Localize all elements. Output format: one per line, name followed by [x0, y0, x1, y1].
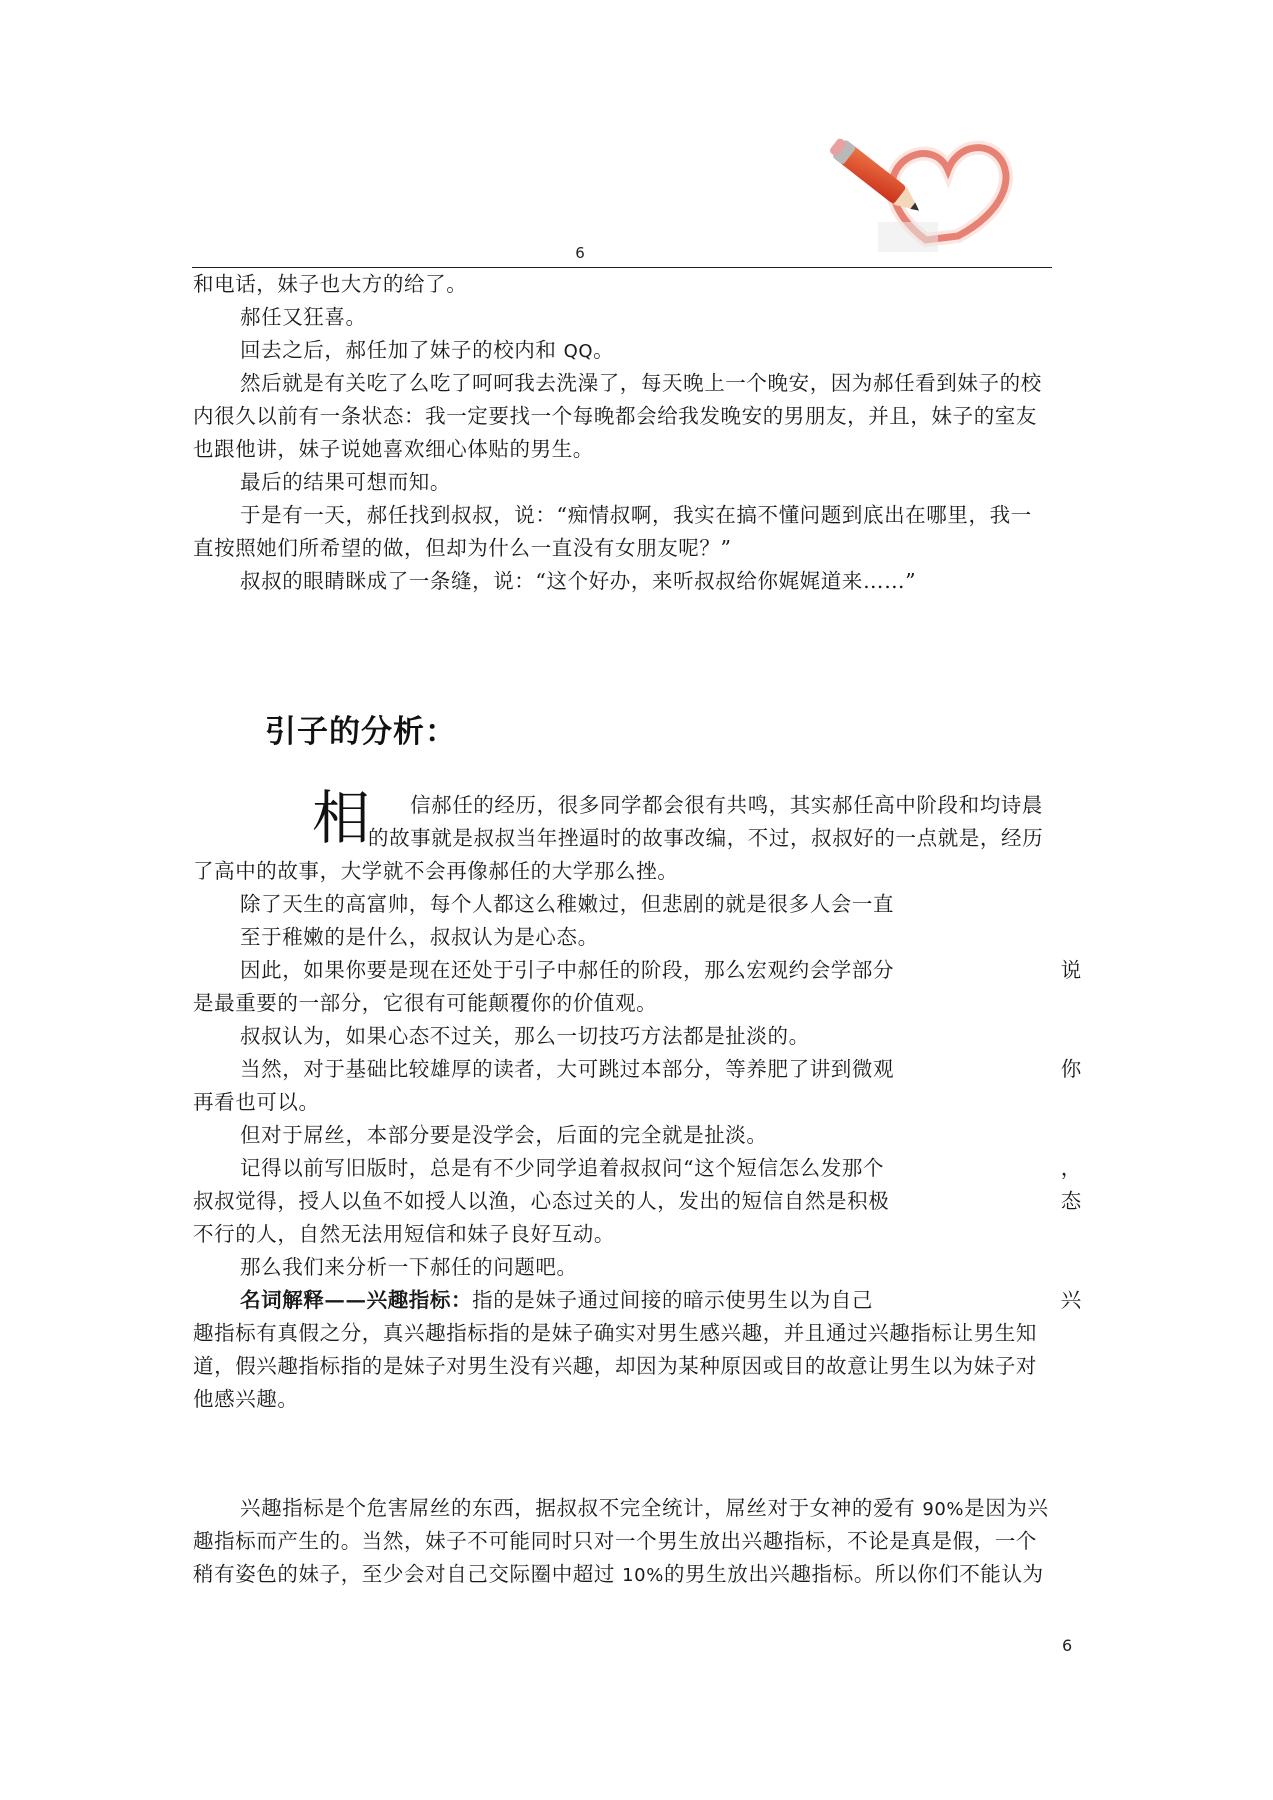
header-page-number: 6 [575, 244, 585, 262]
body-line: 最后的结果可想而知。 [240, 470, 451, 494]
term-definition-line [240, 1286, 873, 1314]
header-divider [192, 267, 1052, 268]
body-line: 郝任又狂喜。 [240, 305, 367, 329]
body-line: 了高中的故事，大学就不会再像郝任的大学那么挫。 [193, 859, 679, 883]
body-line: 和电话，妹子也大方的给了。 [193, 272, 468, 296]
body-line: 趣指标有真假之分，真兴趣指标指的是妹子确实对男生感兴趣，并且通过兴趣指标让男生知 [193, 1321, 1037, 1345]
qq-text: QQ [563, 341, 594, 362]
percent-text: 10% [622, 1565, 664, 1586]
body-line: 记得以前写旧版时，总是有不少同学追着叔叔问“这个短信怎么发那个 [240, 1156, 885, 1180]
right-fragment: 你 [1060, 1057, 1082, 1081]
body-line: 也跟他讲，妹子说她喜欢细心体贴的男生。 [193, 437, 594, 461]
body-line [240, 336, 614, 366]
body-line: 趣指标而产生的。当然，妹子不可能同时只对一个男生放出兴趣指标，不论是真是假，一个 [193, 1529, 1037, 1553]
body-line [193, 1560, 1044, 1590]
body-text: 稍有姿色的妹子，至少会对自己交际圈中超过 [193, 1562, 623, 1586]
body-text: 回去之后，郝任加了妹子的校内和 [240, 338, 564, 362]
body-line: 于是有一天，郝任找到叔叔，说：“痴情叔啊，我实在搞不懂问题到底出在哪里，我一 [240, 503, 1032, 527]
right-fragment: ， [1060, 1156, 1082, 1180]
body-line [240, 1494, 1049, 1524]
percent-text: 90% [922, 1499, 965, 1520]
term-title: 名词解释——兴趣指标： [240, 1288, 473, 1312]
body-line: 的故事就是叔叔当年挫逼时的故事改编，不过，叔叔好的一点就是，经历 [368, 826, 1044, 850]
body-line: 他感兴趣。 [193, 1387, 299, 1411]
body-line: 内很久以前有一条状态：我一定要找一个每晚都会给我发晚安的男朋友，并且，妹子的室友 [193, 404, 1037, 428]
body-line: 叔叔认为，如果心态不过关，那么一切技巧方法都是扯淡的。 [240, 1024, 810, 1048]
body-line: 直按照她们所希望的做，但却为什么一直没有女朋友呢？” [193, 536, 732, 560]
body-line: 当然，对于基础比较雄厚的读者，大可跳过本部分，等养肥了讲到微观 [240, 1057, 895, 1081]
body-line: 再看也可以。 [193, 1090, 320, 1114]
body-line: 至于稚嫩的是什么，叔叔认为是心态。 [240, 925, 599, 949]
right-fragment: 说 [1060, 958, 1082, 982]
body-line: 叔叔的眼睛眯成了一条缝，说：“这个好办，来听叔叔给你娓娓道来……” [240, 569, 917, 593]
body-line: 叔叔觉得，授人以鱼不如授人以渔，心态过关的人，发出的短信自然是积极 [193, 1189, 890, 1213]
body-line: 然后就是有关吃了么吃了呵呵我去洗澡了，每天晚上一个晚安，因为郝任看到妹子的校 [240, 371, 1042, 395]
body-line: 那么我们来分析一下郝任的问题吧。 [240, 1255, 578, 1279]
body-line: 是最重要的一部分，它很有可能颠覆你的价值观。 [193, 991, 658, 1015]
section-heading: 引子的分析： [265, 714, 457, 750]
body-line: 但对于屌丝，本部分要是没学会，后面的完全就是扯淡。 [240, 1123, 768, 1147]
right-fragment: 态 [1060, 1189, 1082, 1213]
footer-page-number: 6 [1062, 1636, 1073, 1655]
body-line: 不行的人，自然无法用短信和妹子良好互动。 [193, 1222, 615, 1246]
body-text: 是因为兴 [964, 1496, 1049, 1520]
body-text: 兴趣指标是个危害屌丝的东西，据叔叔不完全统计，屌丝对于女神的爱有 [240, 1496, 923, 1520]
body-line: 道，假兴趣指标指的是妹子对男生没有兴趣，却因为某种原因或目的故意让男生以为妹子对 [193, 1354, 1037, 1378]
body-text: 的男生放出兴趣指标。所以你们不能认为 [663, 1562, 1044, 1586]
drop-cap: 相 [312, 784, 371, 852]
right-fragment: 兴 [1060, 1288, 1082, 1312]
period-text: 。 [593, 338, 615, 362]
body-line: 除了天生的高富帅，每个人都这么稚嫩过，但悲剧的就是很多人会一直 [240, 892, 895, 916]
body-line: 信郝任的经历，很多同学都会很有共鸣，其实郝任高中阶段和均诗晨 [410, 793, 1043, 817]
body-line: 因此，如果你要是现在还处于引子中郝任的阶段，那么宏观约会学部分 [240, 958, 895, 982]
term-text: 指的是妹子通过间接的暗示使男生以为自己 [472, 1288, 874, 1312]
pencil-heart-logo-icon [808, 112, 1020, 262]
